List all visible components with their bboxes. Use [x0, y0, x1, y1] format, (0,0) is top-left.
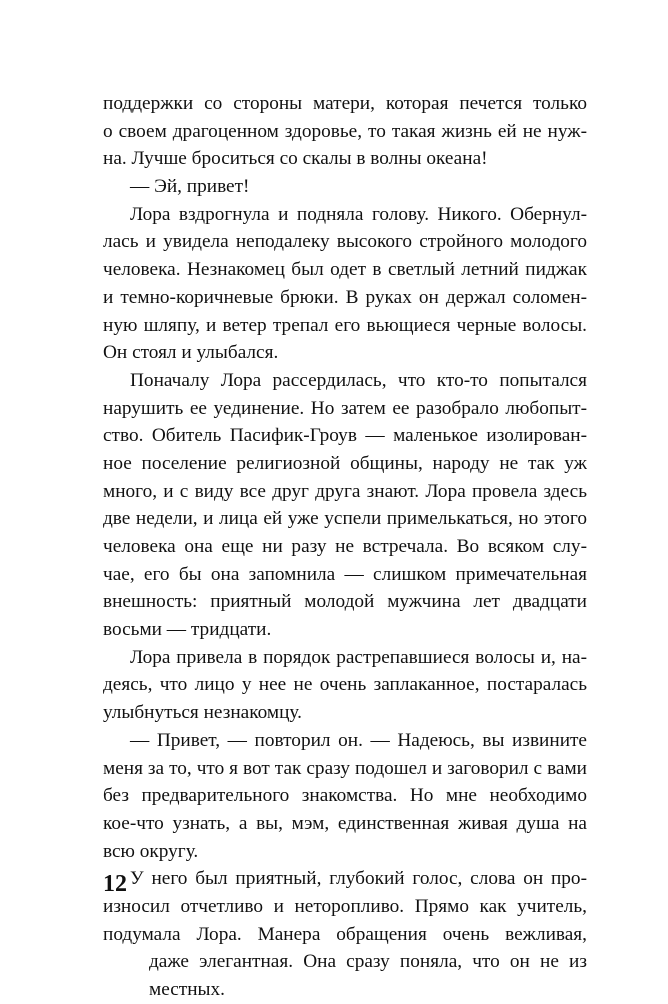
text-line: — Привет, — повторил он. — Надеюсь, вы извините	[130, 729, 587, 751]
text-line: Он стоял и улыбался.	[103, 342, 279, 364]
text-line: и темно-коричневые брюки. В руках он держал соломен-	[103, 286, 587, 308]
text-line: ное поселение религиозной общины, народу не так уж	[103, 452, 587, 474]
text-line: кое-что узнать, а вы, мэм, единственная живая душа на	[103, 812, 587, 834]
text-line: много, и с виду все друг друга знают. Лора провела здесь	[103, 480, 587, 502]
text-line: износил отчетливо и неторопливо. Прямо как учитель,	[103, 895, 587, 917]
page-number: 12	[103, 871, 127, 897]
text-line: нарушить ее уединение. Но затем ее разобрало любопыт-	[103, 397, 587, 419]
text-line: поддержки со стороны матери, которая печется только	[103, 93, 587, 114]
text-line: чае, его бы она запомнила — слишком примечательная	[103, 563, 587, 585]
text-line: о своем драгоценном здоровье, то такая жизнь ей не нуж-	[103, 120, 587, 142]
text-line: ство. Обитель Пасифик-Гроув — маленькое изолирован-	[103, 425, 587, 447]
text-line: человека. Незнакомец был одет в светлый летний пиджак	[103, 259, 587, 281]
text-line: Лора вздрогнула и подняла голову. Никого. Обернул-	[130, 203, 587, 225]
text-line: — Эй, привет!	[130, 176, 250, 198]
text-line: восьми — тридцати.	[103, 619, 272, 641]
text-line: без предварительного знакомства. Но мне необходимо	[103, 785, 587, 807]
text-line: Поначалу Лора рассердилась, что кто-то попытался	[130, 369, 587, 391]
text-line: Лора привела в порядок растрепавшиеся волосы и, на-	[130, 646, 587, 668]
text-line: на. Лучше броситься со скалы в волны океана!	[103, 148, 488, 170]
text-line: улыбнуться незнакомцу.	[103, 702, 302, 724]
text-line: лась и увидела неподалеку высокого стройного молодого	[103, 231, 587, 253]
text-line: даже элегантная. Она сразу поняла, что он не из	[149, 951, 587, 973]
text-line: внешность: приятный молодой мужчина лет двадцати	[103, 591, 587, 613]
text-line: подумала Лора. Манера обращения очень вежливая,	[103, 923, 587, 945]
text-line: две недели, и лица ей уже успели примелькаться, но этого	[103, 508, 587, 530]
text-line: местных.	[149, 979, 225, 1000]
text-line: всю округу.	[103, 840, 199, 862]
text-line: У него был приятный, глубокий голос, слова он про-	[130, 868, 587, 890]
text-line: деясь, что лицо у нее не очень заплаканное, постаралась	[103, 674, 587, 696]
text-line: меня за то, что я вот так сразу подошел и заговорил с вами	[103, 757, 587, 779]
text-line: человека она еще ни разу не встречала. Во всяком слу-	[103, 536, 587, 557]
body-text	[103, 90, 587, 1004]
text-line: ную шляпу, и ветер трепал его вьющиеся черные волосы.	[103, 314, 587, 336]
